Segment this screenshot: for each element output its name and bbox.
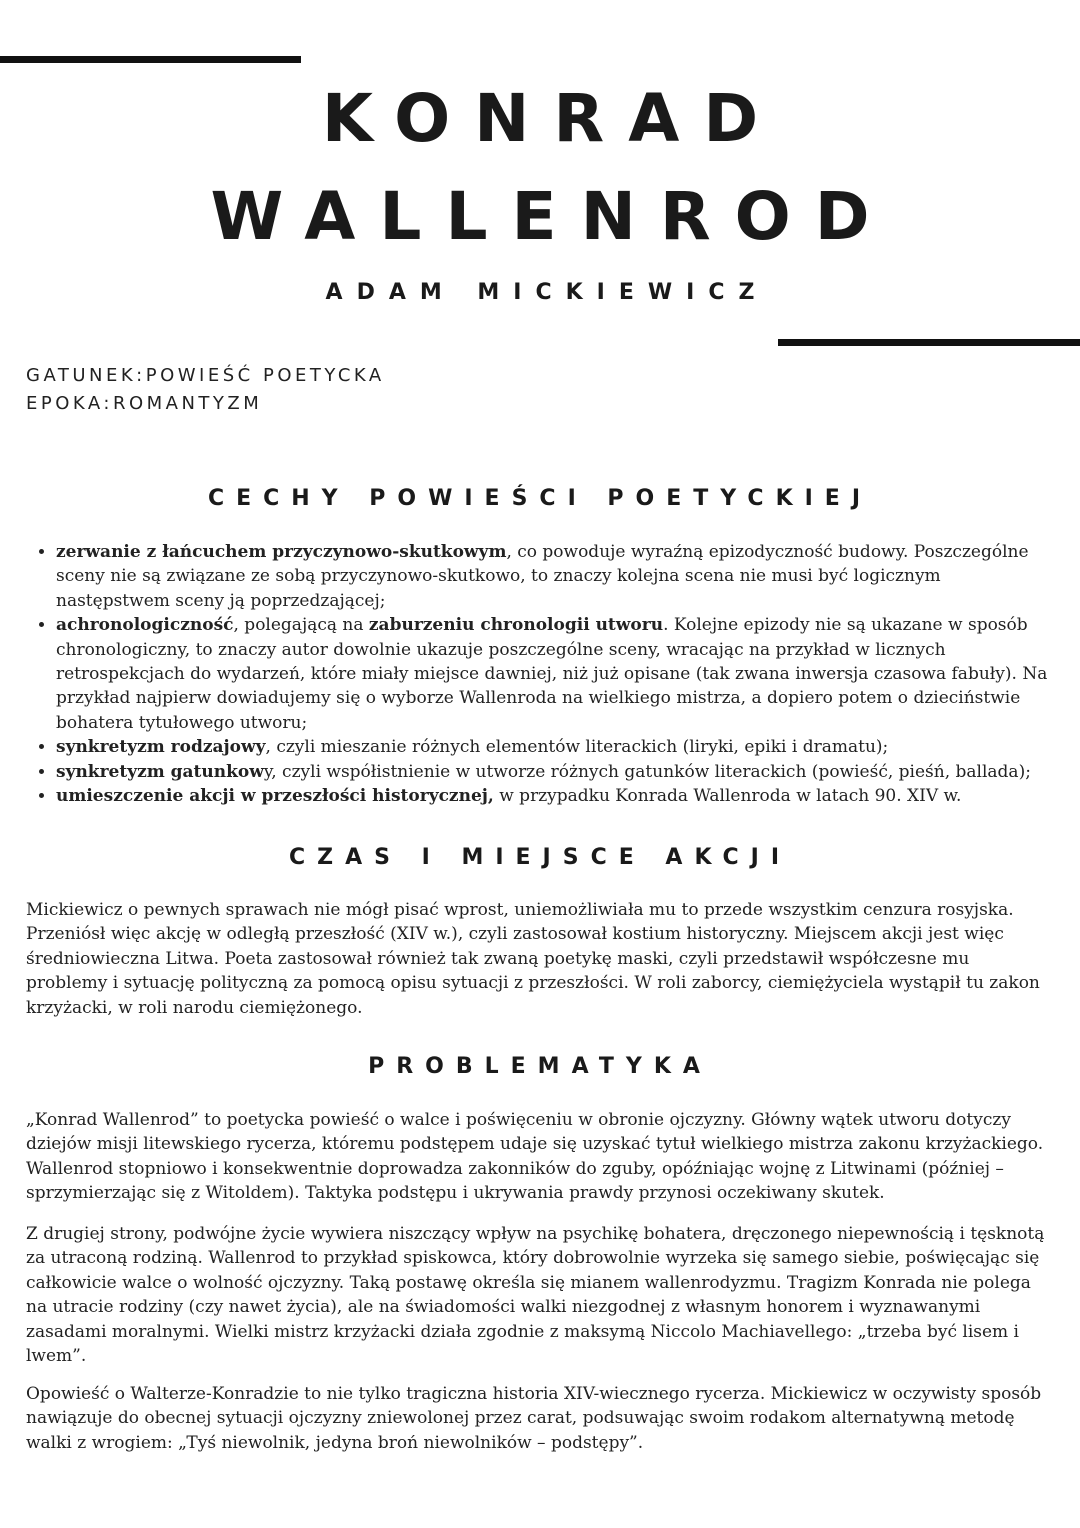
problems-paragraph-1: „Konrad Wallenrod” to poetycka powieść o walce i poświęceniu w obronie ojczyzny. Główny wątek utworu dotyczy dziejów misji litewskiego rycerza, któremu podstępem udaje się uzyskać tytuł wielkiego mistrza zakonu krzyżackiego. Wallenrod stopniowo i konsekwentnie doprowadza zakonników do zguby, opóźniając wojnę z Litwinami (później – sprzymierzając się z Witoldem). Taktyka podstępu i ukrywania prawdy przynosi oczekiwany skutek.: [26, 1110, 1044, 1204]
list-item-text: , czyli mieszanie różnych elementów literackich (liryki, epiki i dramatu);: [265, 737, 889, 758]
list-item-bold: synkretyzm gatunkow: [56, 761, 264, 782]
time-place-paragraph: Mickiewicz o pewnych sprawach nie mógł pisać wprost, uniemożliwiała mu to przede wszystkim cenzura rosyjska. Przeniósł więc akcję w odległą przeszłość (XIV w.), czyli zastosował kostium historyczny. Miejscem akcji jest więc średniowieczna Litwa. Poeta zastosował również tak zwaną poetykę maski, czyli przedstawił współczesne mu problemy i sytuację polityczną za pomocą opisu sytuacji z przeszłości. W roli zaborcy, ciemiężyciela wystąpił tu zakon krzyżacki, w roli narodu ciemiężonego.: [26, 900, 1040, 1018]
title-line-1: KONRAD: [321, 80, 783, 157]
section-heading-problems: PROBLEMATYKA: [368, 1054, 712, 1079]
genre-label: GATUNEK:POWIEŚĆ POETYCKA: [26, 365, 385, 386]
section-heading-time-place: CZAS I MIEJSCE AKCJI: [288, 845, 792, 870]
section-heading-features: CECHY POWIEŚCI POETYCKIEJ: [207, 486, 873, 511]
decorative-rule-right: [778, 339, 1080, 346]
list-item-text: . Kolejne epizody nie są ukazane w sposób chronologiczny, to znaczy autor dowolnie ukazuje poszczególne sceny, wracając na przykład w licznych retrospekcjach do wydarzeń, które miały miejsce dawniej, niż już opisane (tak zwana inwersja czasowa fabuły). Na przykład najpierw dowiadujemy się o wyborze Wallenroda na wielkiego mistrza, a dopiero potem o dzieciństwie bohatera tytułowego utworu;: [56, 615, 1048, 733]
list-item-bold: synkretyzm rodzajowy: [56, 737, 266, 758]
list-item: [56, 540, 1056, 613]
list-item-text: w przypadku Konrada Wallenroda w latach 90. XIV w.: [493, 786, 962, 807]
decorative-rule-top: [0, 56, 301, 63]
epoch-label: EPOKA:ROMANTYZM: [26, 393, 263, 414]
problems-paragraph-3: Opowieść o Walterze-Konradzie to nie tylko tragiczna historia XIV-wiecznego rycerza. Mickiewicz w oczywisty sposób nawiązuje do obecnej sytuacji ojczyzny zniewolonej przez carat, podsuwając swoim rodakom alternatywną metodę walki z wrogiem: „Tyś niewolnik, jedyna broń niewolników – podstępy”.: [26, 1384, 1042, 1453]
list-item: [56, 613, 1056, 735]
list-item-text: , co powoduje wyraźną epizodyczność budowy. Poszczególne sceny nie są związane ze sobą przyczynowo-skutkowo, to znaczy kolejna scena nie musi być logicznym następstwem sceny ją poprzedzającej;: [56, 542, 1029, 611]
list-item: [56, 784, 1056, 808]
list-item: [56, 735, 1056, 759]
features-list: [26, 540, 1056, 808]
meta-block: [26, 362, 385, 418]
list-item: [56, 760, 1056, 784]
author-name: ADAM MICKIEWICZ: [325, 280, 769, 305]
list-item-bold: zerwanie z łańcuchem przyczynowo-skutkowym: [56, 542, 507, 562]
list-item-bold: achronologiczność: [56, 615, 234, 636]
list-item-text: y, czyli współistnienie w utworze różnych gatunków literackich (powieść, pieśń, ballada);: [263, 761, 1031, 782]
list-item-bold: zaburzeniu chronologii utworu: [368, 615, 664, 636]
list-item-bold: umieszczenie akcji w przeszłości historycznej,: [56, 786, 494, 807]
list-item-text: , polegającą na: [233, 615, 369, 636]
problems-paragraph-2: Z drugiej strony, podwójne życie wywiera niszczący wpływ na psychikę bohatera, dręczonego niepewnością i tęsknotą za utraconą rodziną. Wallenrod to przykład spiskowca, który dobrowolnie wyrzeka się samego siebie, poświęcając się całkowicie walce o wolność ojczyzny. Taką postawę określa się mianem wallenrodyzmu. Tragizm Konrada nie polega na utracie rodziny (czy nawet życia), ale na świadomości walki niezgodnej z własnym honorem i wyznawanymi zasadami moralnymi. Wielki mistrz krzyżacki działa zgodnie z maksymą Niccolo Machiavellego: „trzeba być lisem i lwem”.: [26, 1224, 1045, 1367]
title-line-2: WALLENROD: [210, 178, 894, 255]
